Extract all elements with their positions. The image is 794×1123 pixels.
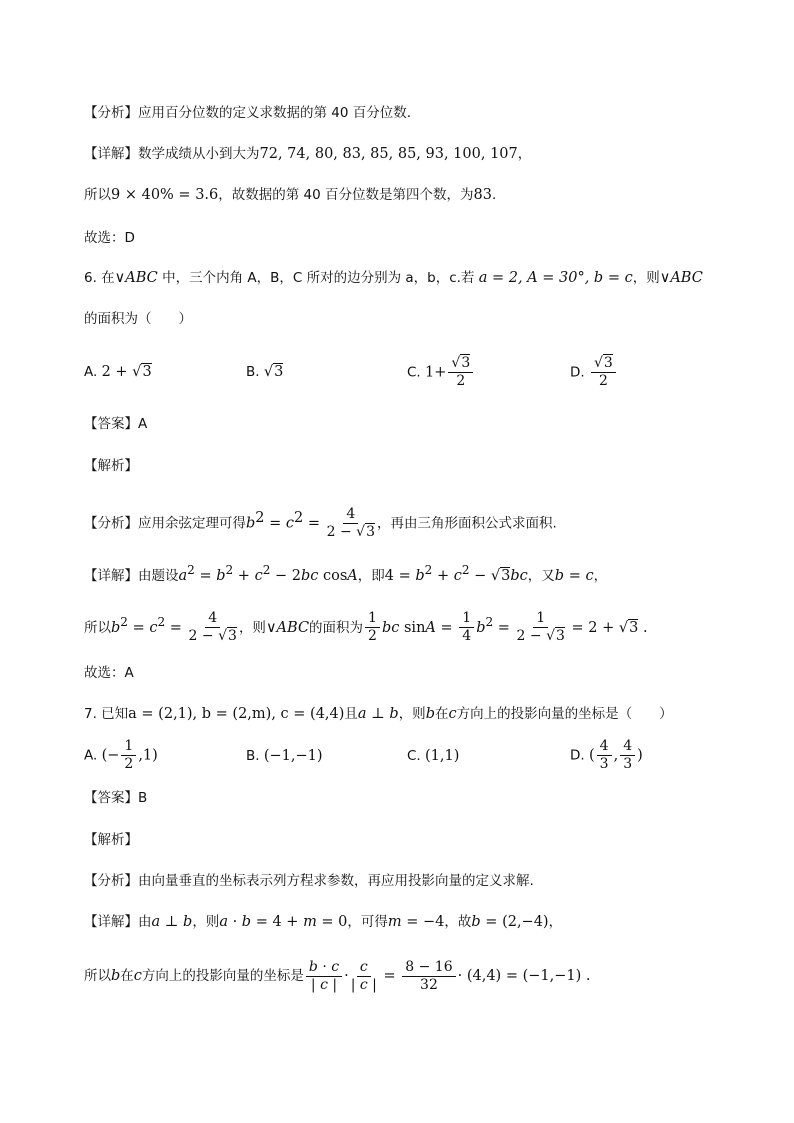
q6-analysis: 【分析】应用余弦定理可得$b^2 = c^2$ = $\frac{4}{2 - √3}$ ，再由三角形面积公式求面积. (84, 506, 557, 540)
q7-option-a[interactable]: A. (− $\frac{1}{2}$ ,1) (84, 738, 158, 772)
q6-option-c[interactable]: C. 1+ $\frac{√3}{2}$ (407, 355, 475, 390)
q6-option-a[interactable]: A. 2 + √3 (84, 364, 152, 380)
q6-stem-line2: 的面积为（ ） (84, 311, 192, 327)
q6-detail-line2: 所以$b^2 = c^2$ = $\frac{4}{2 - √3}$ ，则∨ABC的面积为 $\frac{1}{2}$ bc sinA = $\frac{1}{4}$ $b^2$ = $\frac{1}{2 - √3}$ = 2 + √3 . (84, 610, 648, 645)
q7-jiexi: 【解析】 (84, 832, 138, 848)
q7-option-c[interactable]: C. (1,1) (407, 748, 460, 764)
q7-detail-line2: 所以b在c方向上的投影向量的坐标是 $\frac{b \cdot c}{| c |}$ · $\frac{c}{| c |}$ = $\frac{8 - 16}{32}$ · (4,4) = (−1,−1) . (84, 958, 591, 993)
q6-option-b[interactable]: B. √3 (246, 364, 284, 380)
q7-option-d[interactable]: D. ( $\frac{4}{3}$ , $\frac{4}{3}$ ) (570, 738, 643, 772)
q7-answer: 【答案】B (84, 790, 148, 806)
q7-stem: 7. 已知a = (2,1), b = (2,m), c = (4,4)且a ⊥ b，则b在c方向上的投影向量的坐标是（ ） (84, 706, 673, 722)
q5-choice: 故选：D (84, 230, 135, 246)
q6-answer: 【答案】A (84, 416, 148, 432)
q7-analysis: 【分析】由向量垂直的坐标表示列方程求参数，再应用投影向量的定义求解. (84, 873, 534, 889)
q5-analysis: 【分析】应用百分位数的定义求数据的第 40 百分位数. (84, 105, 412, 121)
q5-detail-line2: 所以9 × 40% = 3.6，故数据的第 40 百分位数是第四个数，为83. (84, 187, 497, 203)
q6-detail: 【详解】由题设$a^2 = b^2 + c^2 - 2bc$ cosA，即$4 = b^2 + c^2 - √3bc$，又b = c， (84, 563, 608, 584)
q7-option-b[interactable]: B. (−1,−1) (246, 748, 323, 764)
q6-choice: 故选：A (84, 665, 134, 681)
q6-stem: 6. 在∨ABC 中，三个内角 A，B，C 所对的边分别为 a，b，c.若 a = 2, A = 30°, b = c，则∨ABC (84, 270, 703, 286)
q6-option-d[interactable]: D. $\frac{√3}{2}$ (570, 355, 618, 390)
q7-detail: 【详解】由a ⊥ b，则a · b = 4 + m = 0，可得m = −4，故b = (2,−4)， (84, 914, 563, 930)
q6-jiexi: 【解析】 (84, 458, 138, 474)
q7-options (84, 738, 704, 772)
q5-detail: 【详解】数学成绩从小到大为72, 74, 80, 83, 85, 85, 93, 100, 107， (84, 146, 532, 162)
q6-options (84, 355, 704, 389)
